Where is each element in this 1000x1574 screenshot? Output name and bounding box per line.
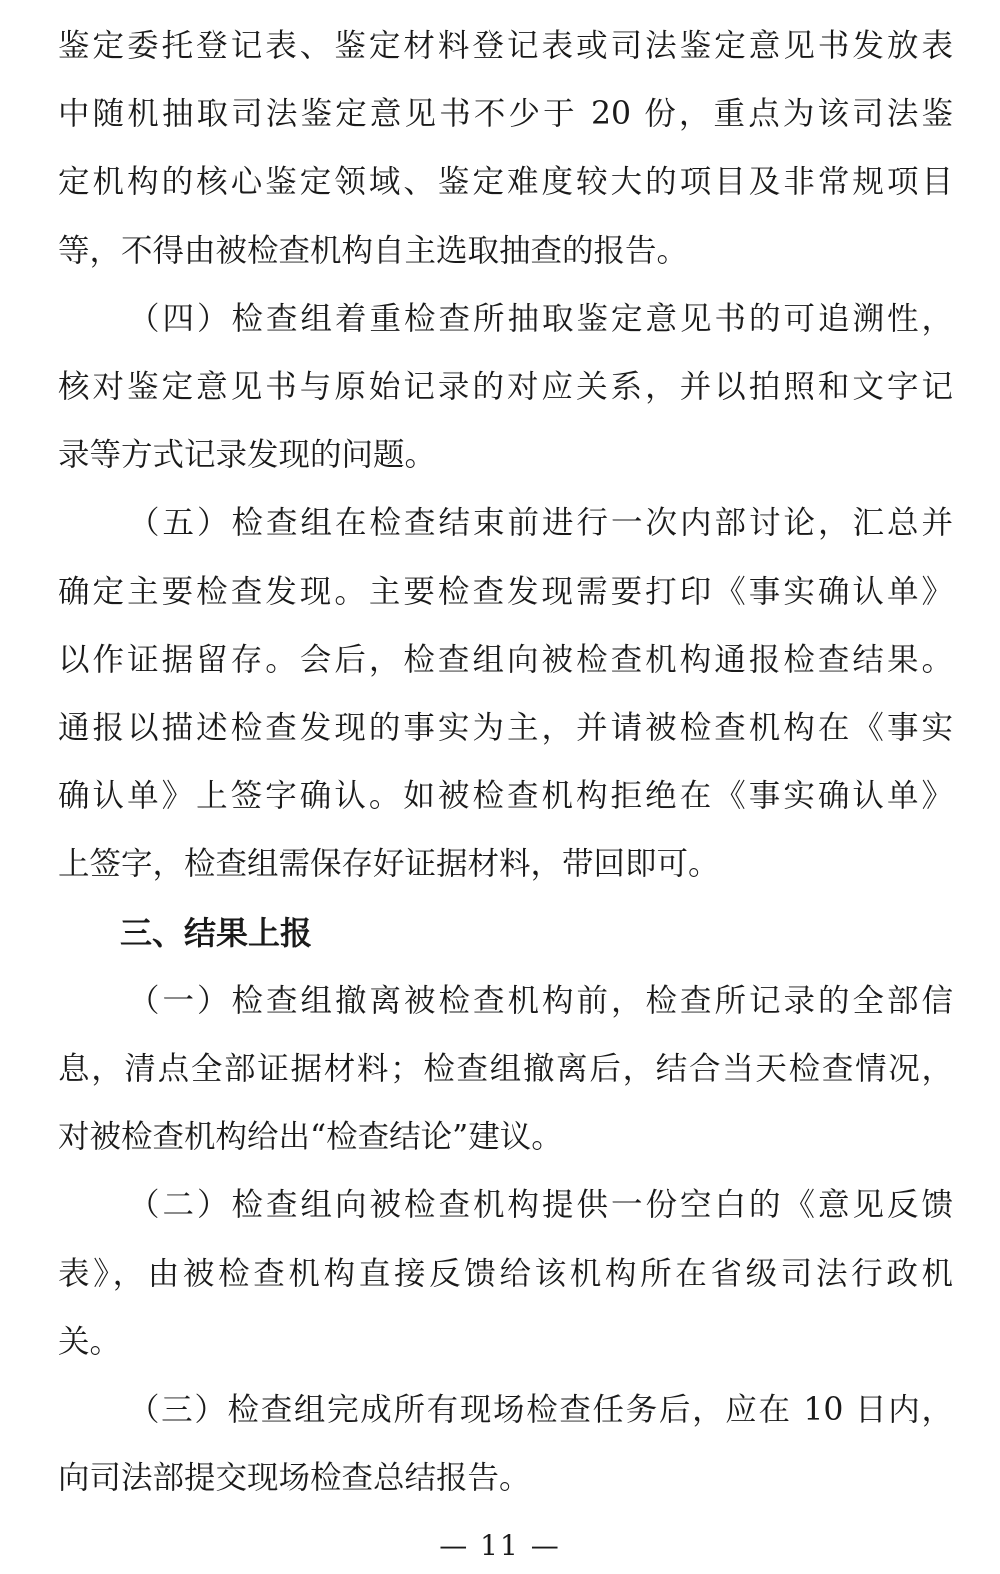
text-line-16: 息，清点全部证据材料；检查组撤离后，结合当天检查情况，: [58, 1051, 953, 1087]
paragraph-4-first-line: （四）检查组着重检查所抽取鉴定意见书的可追溯性，: [128, 301, 953, 337]
paragraph-1-first-line: （一）检查组撤离被检查机构前，检查所记录的全部信: [128, 983, 953, 1019]
text-line-22: 向司法部提交现场检查总结报告。: [58, 1460, 531, 1496]
section-heading: 三、结果上报: [120, 914, 313, 952]
text-line-19: 表》，由被检查机构直接反馈给该机构所在省级司法行政机: [58, 1256, 953, 1292]
text-line-17: 对被检查机构给出“检查结论”建议。: [58, 1119, 563, 1155]
text-line-12: 确认单》上签字确认。如被检查机构拒绝在《事实确认单》: [58, 778, 953, 814]
page-number: — 11 —: [439, 1529, 561, 1562]
text-line-7: 录等方式记录发现的问题。: [58, 437, 437, 473]
paragraph-3-first-line: （三）检查组完成所有现场检查任务后，应在 10 日内，: [128, 1392, 953, 1428]
text-line-11: 通报以描述检查发现的事实为主，并请被检查机构在《事实: [58, 710, 953, 746]
text-line-1: 鉴定委托登记表、鉴定材料登记表或司法鉴定意见书发放表: [58, 28, 953, 64]
text-line-10: 以作证据留存。会后，检查组向被检查机构通报检查结果。: [58, 642, 953, 678]
paragraph-2-first-line: （二）检查组向被检查机构提供一份空白的《意见反馈: [128, 1187, 953, 1223]
text-line-4: 等，不得由被检查机构自主选取抽查的报告。: [58, 233, 689, 269]
text-line-6: 核对鉴定意见书与原始记录的对应关系，并以拍照和文字记: [58, 369, 953, 405]
paragraph-5-first-line: （五）检查组在检查结束前进行一次内部讨论，汇总并: [128, 505, 953, 541]
text-line-20: 关。: [58, 1324, 122, 1360]
text-line-13: 上签字，检查组需保存好证据材料，带回即可。: [58, 846, 720, 882]
text-line-2: 中随机抽取司法鉴定意见书不少于 20 份，重点为该司法鉴: [58, 96, 953, 132]
text-line-9: 确定主要检查发现。主要检查发现需要打印《事实确认单》: [58, 574, 953, 610]
text-line-3: 定机构的核心鉴定领域、鉴定难度较大的项目及非常规项目: [58, 164, 953, 200]
